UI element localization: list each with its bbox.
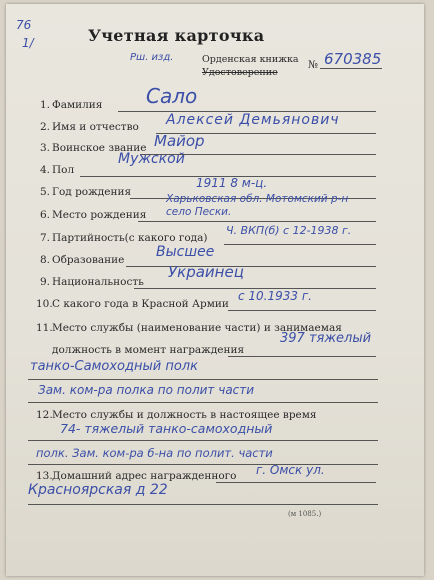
- field-11-label-line2: должность в момент награждения: [52, 344, 245, 356]
- field-8-label: Образование: [52, 254, 125, 266]
- field-7-value: Ч. ВКП(б) с 12-1938 г.: [226, 224, 352, 237]
- field-10-value: с 10.1933 г.: [238, 289, 312, 303]
- corner-note-bottom: 1/: [22, 36, 34, 50]
- field-11-value-line2: танко-Самоходный полк: [30, 359, 198, 374]
- field-3-value: Майор: [154, 132, 205, 150]
- field-5-value: 1911 8 м-ц.: [196, 176, 268, 190]
- field-10-label: С какого года в Красной Армии: [52, 298, 229, 310]
- field-4-label: Пол: [52, 164, 75, 176]
- field-5-label: Год рождения: [52, 186, 132, 198]
- card-title: Учетная карточка: [88, 26, 265, 45]
- field-11-number: 11.: [36, 322, 53, 334]
- field-13-label: Домашний адрес награжденного: [52, 470, 237, 482]
- field-8-value: Высшее: [156, 244, 215, 260]
- field-12-number: 12.: [36, 409, 53, 421]
- field-11-label: Место службы (наименование части) и занимаемая: [52, 322, 342, 334]
- corner-note-top: 76: [16, 18, 32, 32]
- field-9-label: Национальность: [52, 276, 144, 288]
- field-6-value: Харьковская обл. Мотомский р-н: [166, 193, 349, 205]
- field-3-label: Воинское звание: [52, 142, 147, 154]
- field-13-value-line2: Красноярская д 22: [28, 482, 168, 498]
- field-12-label: Место службы и должность в настоящее время: [52, 409, 317, 421]
- field-7-number: 7.: [40, 232, 51, 244]
- header-hand-prefix: Рш. изд.: [130, 52, 174, 63]
- field-11-value-line3: Зам. ком-ра полка по полит части: [38, 383, 255, 397]
- field-12-value-line2: полк. Зам. ком-ра б-на по полит. части: [36, 446, 273, 460]
- field-11-value: 397 тяжелый: [280, 331, 372, 346]
- field-1-label: Фамилия: [52, 99, 103, 111]
- field-7-label: Партийность(с какого года): [52, 232, 208, 244]
- field-2-number: 2.: [40, 121, 51, 133]
- field-1-value: Сало: [146, 84, 198, 108]
- order-book-label: Орденская книжка: [202, 54, 299, 65]
- field-8-number: 8.: [40, 254, 51, 266]
- field-13-value: г. Омск ул.: [256, 463, 325, 477]
- field-3-number: 3.: [40, 142, 51, 154]
- field-9-value: Украинец: [168, 263, 244, 281]
- field-6-value-line2: село Пески.: [166, 206, 232, 218]
- field-12-value: 74- тяжелый танко-самоходный: [60, 421, 273, 436]
- certificate-label: Удостоверение: [202, 67, 278, 78]
- field-6-label: Место рождения: [52, 209, 147, 221]
- field-2-label: Имя и отчество: [52, 121, 139, 133]
- field-9-number: 9.: [40, 276, 51, 288]
- number-value: 670385: [324, 50, 382, 68]
- number-label: №: [308, 59, 318, 71]
- field-1-number: 1.: [40, 99, 51, 111]
- field-6-number: 6.: [40, 209, 51, 221]
- record-card: [6, 4, 424, 576]
- field-5-number: 5.: [40, 186, 51, 198]
- field-4-number: 4.: [40, 164, 51, 176]
- footer-note: (м 1085.): [288, 510, 322, 518]
- field-4-value: Мужской: [118, 151, 185, 167]
- field-2-value: Алексей Демьянович: [166, 112, 340, 128]
- field-10-number: 10.: [36, 298, 53, 310]
- field-13-number: 13.: [36, 470, 53, 482]
